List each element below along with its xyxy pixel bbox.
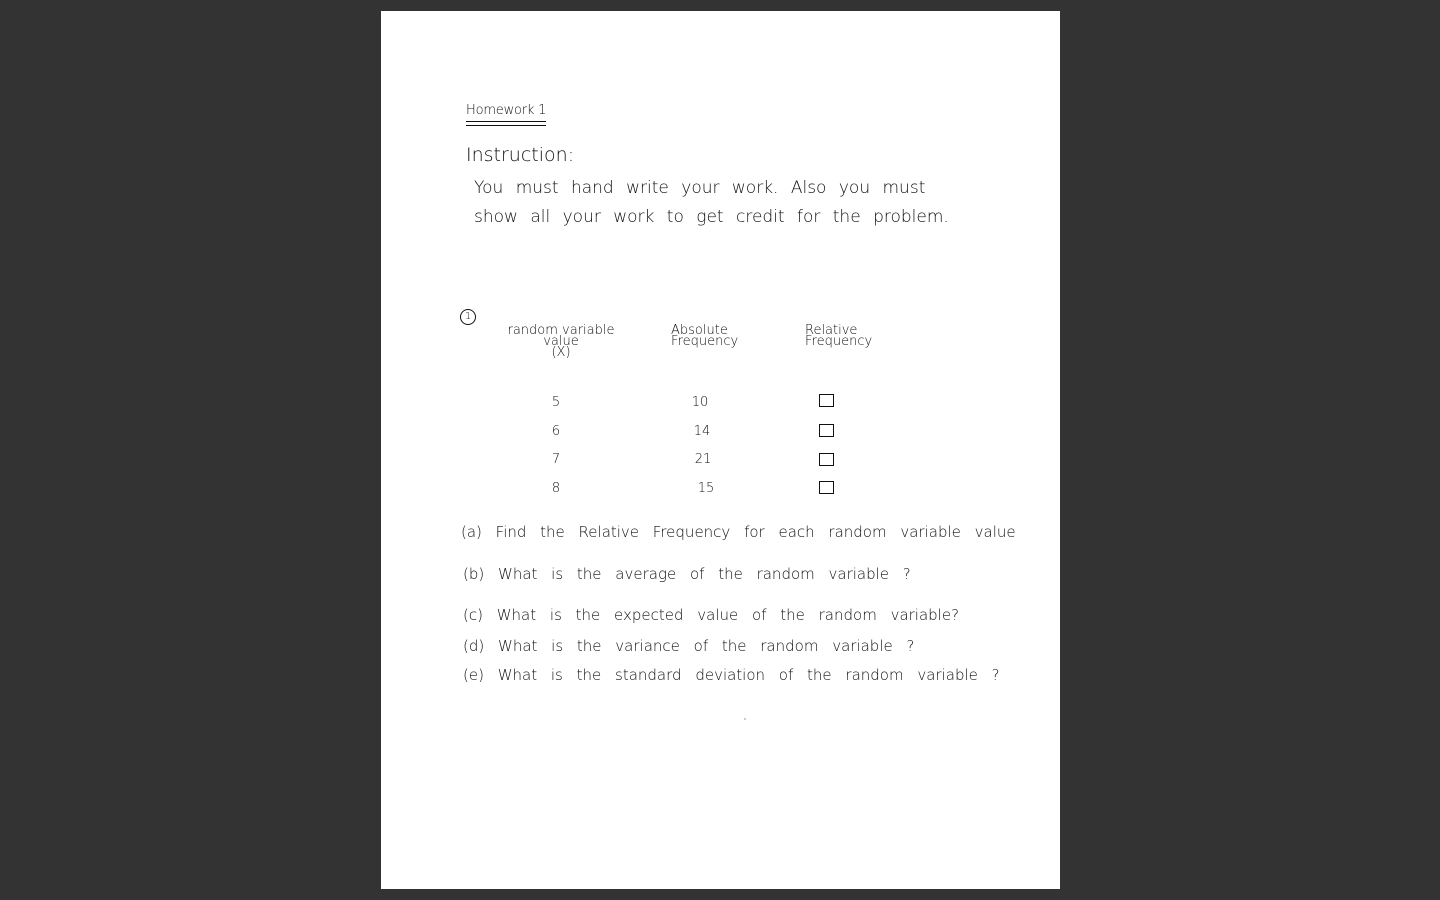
table-cell-frequency: 14	[693, 424, 711, 439]
relative-frequency-box	[819, 453, 834, 466]
homework-page	[381, 11, 1060, 889]
question-c: (c) What is the expected value of the random variable?	[463, 606, 960, 624]
table-cell-x: 8	[551, 481, 561, 496]
homework-title: Homework 1	[466, 103, 546, 122]
table-cell-frequency: 10	[691, 395, 709, 410]
relative-frequency-box	[819, 424, 834, 437]
relative-frequency-box	[819, 394, 834, 407]
instruction-text: You must hand write your work. Also you must show all your work to get credit for the problem.	[474, 178, 949, 227]
question-b: (b) What is the average of the random variable ?	[463, 565, 911, 583]
header-absolute-line1: Absolute	[671, 323, 728, 338]
question-d: (d) What is the variance of the random variable ?	[463, 637, 915, 655]
header-random-variable-line3: (X)	[551, 345, 571, 360]
stray-mark	[744, 718, 746, 720]
header-absolute-frequency	[671, 325, 741, 347]
header-relative-line2: Frequency	[805, 334, 873, 349]
header-random-variable	[506, 325, 616, 358]
table-cell-frequency: 15	[697, 481, 715, 496]
header-absolute-line2: Frequency	[671, 334, 739, 349]
table-cell-x: 5	[551, 395, 561, 410]
table-cell-x: 6	[551, 424, 561, 439]
header-random-variable-line1: random variable	[507, 323, 615, 338]
table-cell-x: 7	[551, 452, 561, 467]
header-relative-frequency	[805, 325, 875, 347]
question-e: (e) What is the standard deviation of the random variable ?	[463, 666, 1000, 684]
instruction-label: Instruction:	[466, 144, 575, 166]
question-a: (a) Find the Relative Frequency for each random variable value	[461, 523, 1016, 541]
table-cell-frequency: 21	[694, 452, 712, 467]
header-relative-line1: Relative	[805, 323, 858, 338]
problem-number-circle: 1	[460, 309, 476, 325]
header-random-variable-line2: value	[543, 334, 579, 349]
relative-frequency-box	[819, 481, 834, 494]
